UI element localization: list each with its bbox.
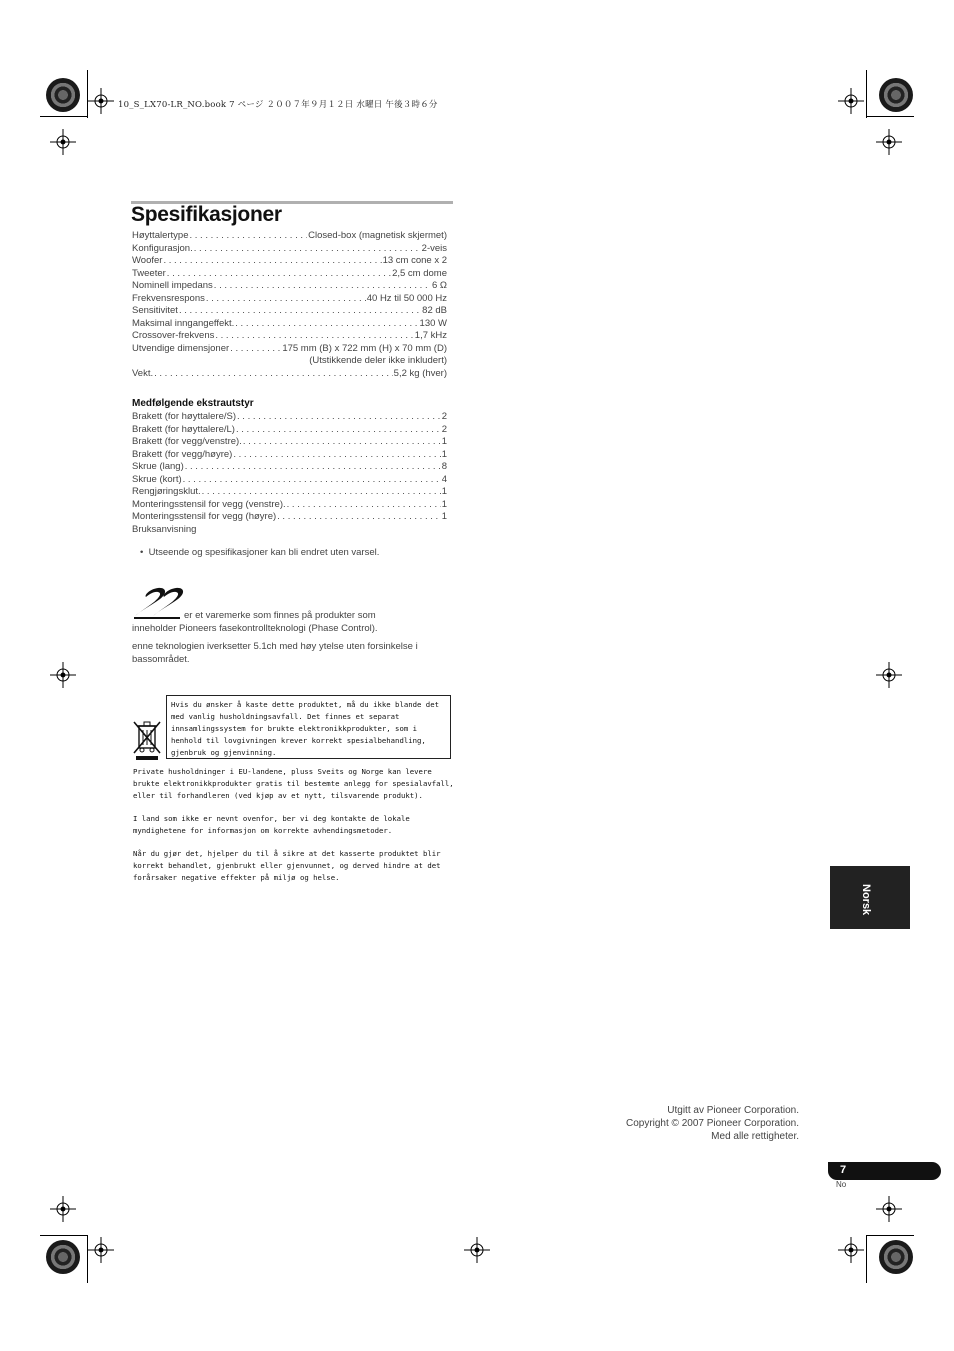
spec-row: Maksimal inngangeffekt. . . . 130 W [132,318,447,331]
accessory-row: Skrue (kort) . . . 4 [132,474,447,487]
dimensions-note: (Utstikkende deler ikke inkludert) [309,355,447,366]
accessory-row: Brakett (for høyttalere/S) . . . 2 [132,411,447,424]
accessory-row: Brakett (for vegg/venstre). . . . 1 [132,436,447,449]
language-code: No [836,1180,847,1189]
crossed-bin-icon [133,720,161,760]
crosshair-icon [88,88,114,114]
spec-row: Vekt. . . . 5,2 kg (hver) [132,368,447,381]
accessory-row: Brakett (for vegg/høyre) . . . 1 [132,449,447,462]
registration-target-icon [46,1240,80,1274]
spec-row: Utvendige dimensjoner . . . 175 mm (B) x 722 mm (H) x 70 mm (D) [132,343,447,356]
weee-paragraph: Når du gjør det, hjelper du til å sikre at det kasserte produktet blir korrekt behandlet, gjenbrukt eller gjenvunnet, og derved hindre at det forårsaker negative effekter på miljø og helse. [133,849,441,882]
spec-row: Crossover-frekvens . . . 1,7 kHz [132,330,447,343]
accessories-heading: Medfølgende ekstrautstyr [132,398,254,409]
spec-list [132,230,447,380]
publisher-info: Utgitt av Pioneer Corporation. Copyright © 2007 Pioneer Corporation. Med alle rettigheter. [625,1105,799,1142]
accessory-row: Skrue (lang) . . . 8 [132,461,447,474]
phase-control-description: enne teknologien iverksetter 5.1ch med høy ytelse uten forsinkelse i bassområdet. [132,641,418,665]
spec-row: Konfigurasjon. . . . 2-veis [132,243,447,256]
crosshair-icon [876,129,902,155]
accessory-row: Rengjøringsklut. . . . 1 [132,486,447,499]
page-title: Spesifikasjoner [131,203,282,226]
registration-target-icon [46,78,80,112]
accessory-row: Brakett (for høyttalere/L) . . . 2 [132,424,447,437]
weee-paragraph: Private husholdninger i EU-landene, pluss Sveits og Norge kan levere brukte elektronikkprodukter gratis til bestemte anlegg for spesialavfall, eller til forhandleren (ved kjøp av et nytt, tilsvarende produkt). [133,767,454,800]
crosshair-icon [838,88,864,114]
spec-row: Høyttalertype . . . Closed-box (magnetisk skjermet) [132,230,447,243]
crop-mark [40,1235,88,1236]
spec-change-note: • Utseende og spesifikasjoner kan bli endret uten varsel. [140,547,380,558]
crosshair-icon [464,1237,490,1263]
accessory-list [132,411,447,536]
crosshair-icon [876,662,902,688]
spec-row: Nominell impedans . . . 6 Ω [132,280,447,293]
page-number-badge: 7 [828,1162,941,1180]
crosshair-icon [88,1237,114,1263]
weee-notice-box: Hvis du ønsker å kaste dette produktet, må du ikke blande det med vanlig husholdningsavfall. Det finnes et separat innsamlingssystem for brukte elektronikkprodukter, som i henhold til lovgivningen krever korrekt spesialbehandling, gjenbruk og gjenvinning. [166,695,451,759]
spec-row: Frekvensrespons . . . 40 Hz til 50 000 Hz [132,293,447,306]
crop-mark [866,70,867,118]
crosshair-icon [50,1196,76,1222]
crop-mark [866,1235,914,1236]
registration-target-icon [879,1240,913,1274]
crosshair-icon [50,662,76,688]
weee-paragraph: I land som ikke er nevnt ovenfor, ber vi deg kontakte de lokale myndighetene for informasjon om korrekte avhendingsmetoder. [133,814,410,835]
crosshair-icon [50,129,76,155]
spec-row: Tweeter . . . 2,5 cm dome [132,268,447,281]
phase-control-text: er et varemerke som finnes på produkter som inneholder Pioneers fasekontrollteknologi (Phase Control). [132,610,378,634]
accessory-item: Bruksanvisning [132,523,197,535]
spec-row: Sensitivitet . . . 82 dB [132,305,447,318]
print-header: 10_S_LX70-LR_NO.book 7 ページ ２００７年９月１２日 水曜日 午後３時６分 [118,100,438,110]
crosshair-icon [876,1196,902,1222]
spec-row: Woofer . . . 13 cm cone x 2 [132,255,447,268]
crosshair-icon [838,1237,864,1263]
registration-target-icon [879,78,913,112]
crop-mark [40,116,88,117]
accessory-row: Monteringsstensil for vegg (venstre). . . . 1 [132,499,447,512]
crop-mark [866,1235,867,1283]
crop-mark [866,116,914,117]
language-tab: Norsk [830,866,910,929]
accessory-row: Monteringsstensil for vegg (høyre) . . . 1 [132,511,447,524]
